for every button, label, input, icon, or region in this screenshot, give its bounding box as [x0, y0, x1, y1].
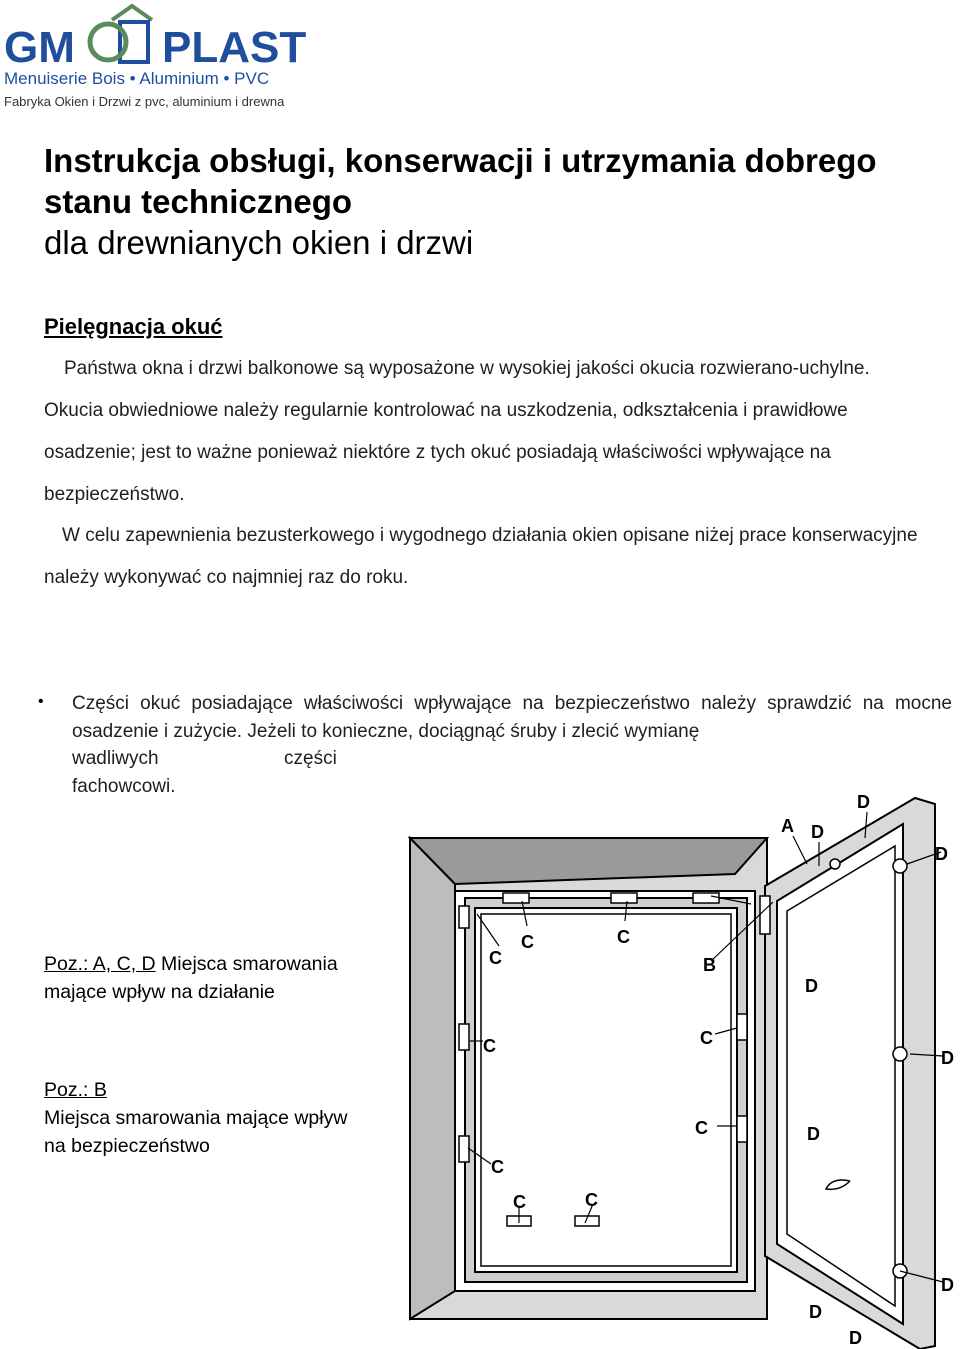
paragraph-2: W celu zapewnienia bezusterkowego i wygodnego działania okien opisane niżej prace konserwacyjne należy wykonywać co najmniej raz do roku.	[44, 525, 918, 588]
diagram-label-d-5: D	[941, 1048, 954, 1068]
diagram-label-c-7: C	[491, 1157, 504, 1177]
diagram-label-d-8: D	[809, 1302, 822, 1322]
bullet-item-1-text: Części okuć posiadające właściwości wpływające na bezpieczeństwo należy sprawdzić na mocne osadzenie i zużycie. Jeżeli to konieczne, dociągnąć śruby i zlecić wymianę	[72, 693, 952, 742]
diagram-label-d-9: D	[849, 1328, 862, 1348]
bullet-item-1-word-1: wadliwych	[72, 748, 159, 769]
logo-tagline: Menuiserie Bois • Aluminium • PVC	[4, 69, 270, 88]
legend-item-1-text: Miejsca smarowania mające wpływ na działanie	[44, 953, 338, 1003]
legend-item-2-text: Miejsca smarowania mające wpływ na bezpieczeństwo	[44, 1107, 348, 1157]
legend-item-2	[44, 1076, 364, 1160]
title-line-1: Instrukcja obsługi, konserwacji i utrzymania dobrego	[44, 142, 877, 179]
legend-item-2-prefix: Poz.	[44, 1079, 84, 1101]
diagram-label-b: B	[703, 955, 716, 975]
diagram-label-c-9: C	[585, 1190, 598, 1210]
diagram-label-c-3: C	[617, 927, 630, 947]
company-logo	[0, 0, 330, 115]
diagram-label-d-6: D	[807, 1124, 820, 1144]
diagram-label-c-6: C	[695, 1118, 708, 1138]
legend-item-1-codes: : A, C, D	[83, 953, 156, 975]
window-sash	[765, 798, 935, 1349]
diagram-label-c-8: C	[513, 1192, 526, 1212]
diagram-label-d-4: D	[805, 976, 818, 996]
logo-house-icon	[90, 6, 152, 62]
diagram-label-c-4: C	[700, 1028, 713, 1048]
section-heading: Pielęgnacja okuć	[44, 314, 223, 339]
logo-subtitle: Fabryka Okien i Drzwi z pvc, aluminium i drewna	[4, 94, 285, 109]
bullet-marker: •	[38, 693, 44, 710]
logo-brand-left: GM	[4, 23, 75, 72]
logo-brand-right: PLAST	[162, 23, 307, 72]
document-title	[44, 140, 944, 263]
bullet-item-1	[72, 690, 952, 800]
diagram-label-c-2: C	[521, 932, 534, 952]
paragraph-1: Państwa okna i drzwi balkonowe są wyposażone w wysokiej jakości okucia rozwierano-uchylne. Okucia obwiedniowe należy regularnie kontrolować na uszkodzenia, odkształcenia i prawidłowe osadzenie; jest to ważne ponieważ niektóre z tych okuć posiadają właściwości wpływające na bezpieczeństwo.	[44, 358, 870, 505]
legend-item-2-codes: : B	[83, 1079, 107, 1101]
legend-item-1-prefix: Poz.	[44, 953, 84, 975]
diagram-label-d-2: D	[857, 792, 870, 812]
diagram-label-d-3: D	[935, 844, 948, 864]
title-line-2: stanu technicznego	[44, 183, 353, 220]
bullet-item-1-word-2: części	[284, 748, 337, 769]
legend-item-1	[44, 950, 364, 1006]
diagram-label-d-1: D	[811, 822, 824, 842]
bullet-item-1-end: fachowcowi.	[72, 775, 176, 797]
title-line-3: dla drewnianych okien i drzwi	[44, 224, 474, 261]
diagram-label-c-5: C	[483, 1036, 496, 1056]
diagram-label-a: A	[781, 816, 794, 836]
diagram-label-c-1: C	[489, 948, 502, 968]
window-hardware-diagram	[395, 786, 960, 1349]
diagram-label-d-7: D	[941, 1275, 954, 1295]
